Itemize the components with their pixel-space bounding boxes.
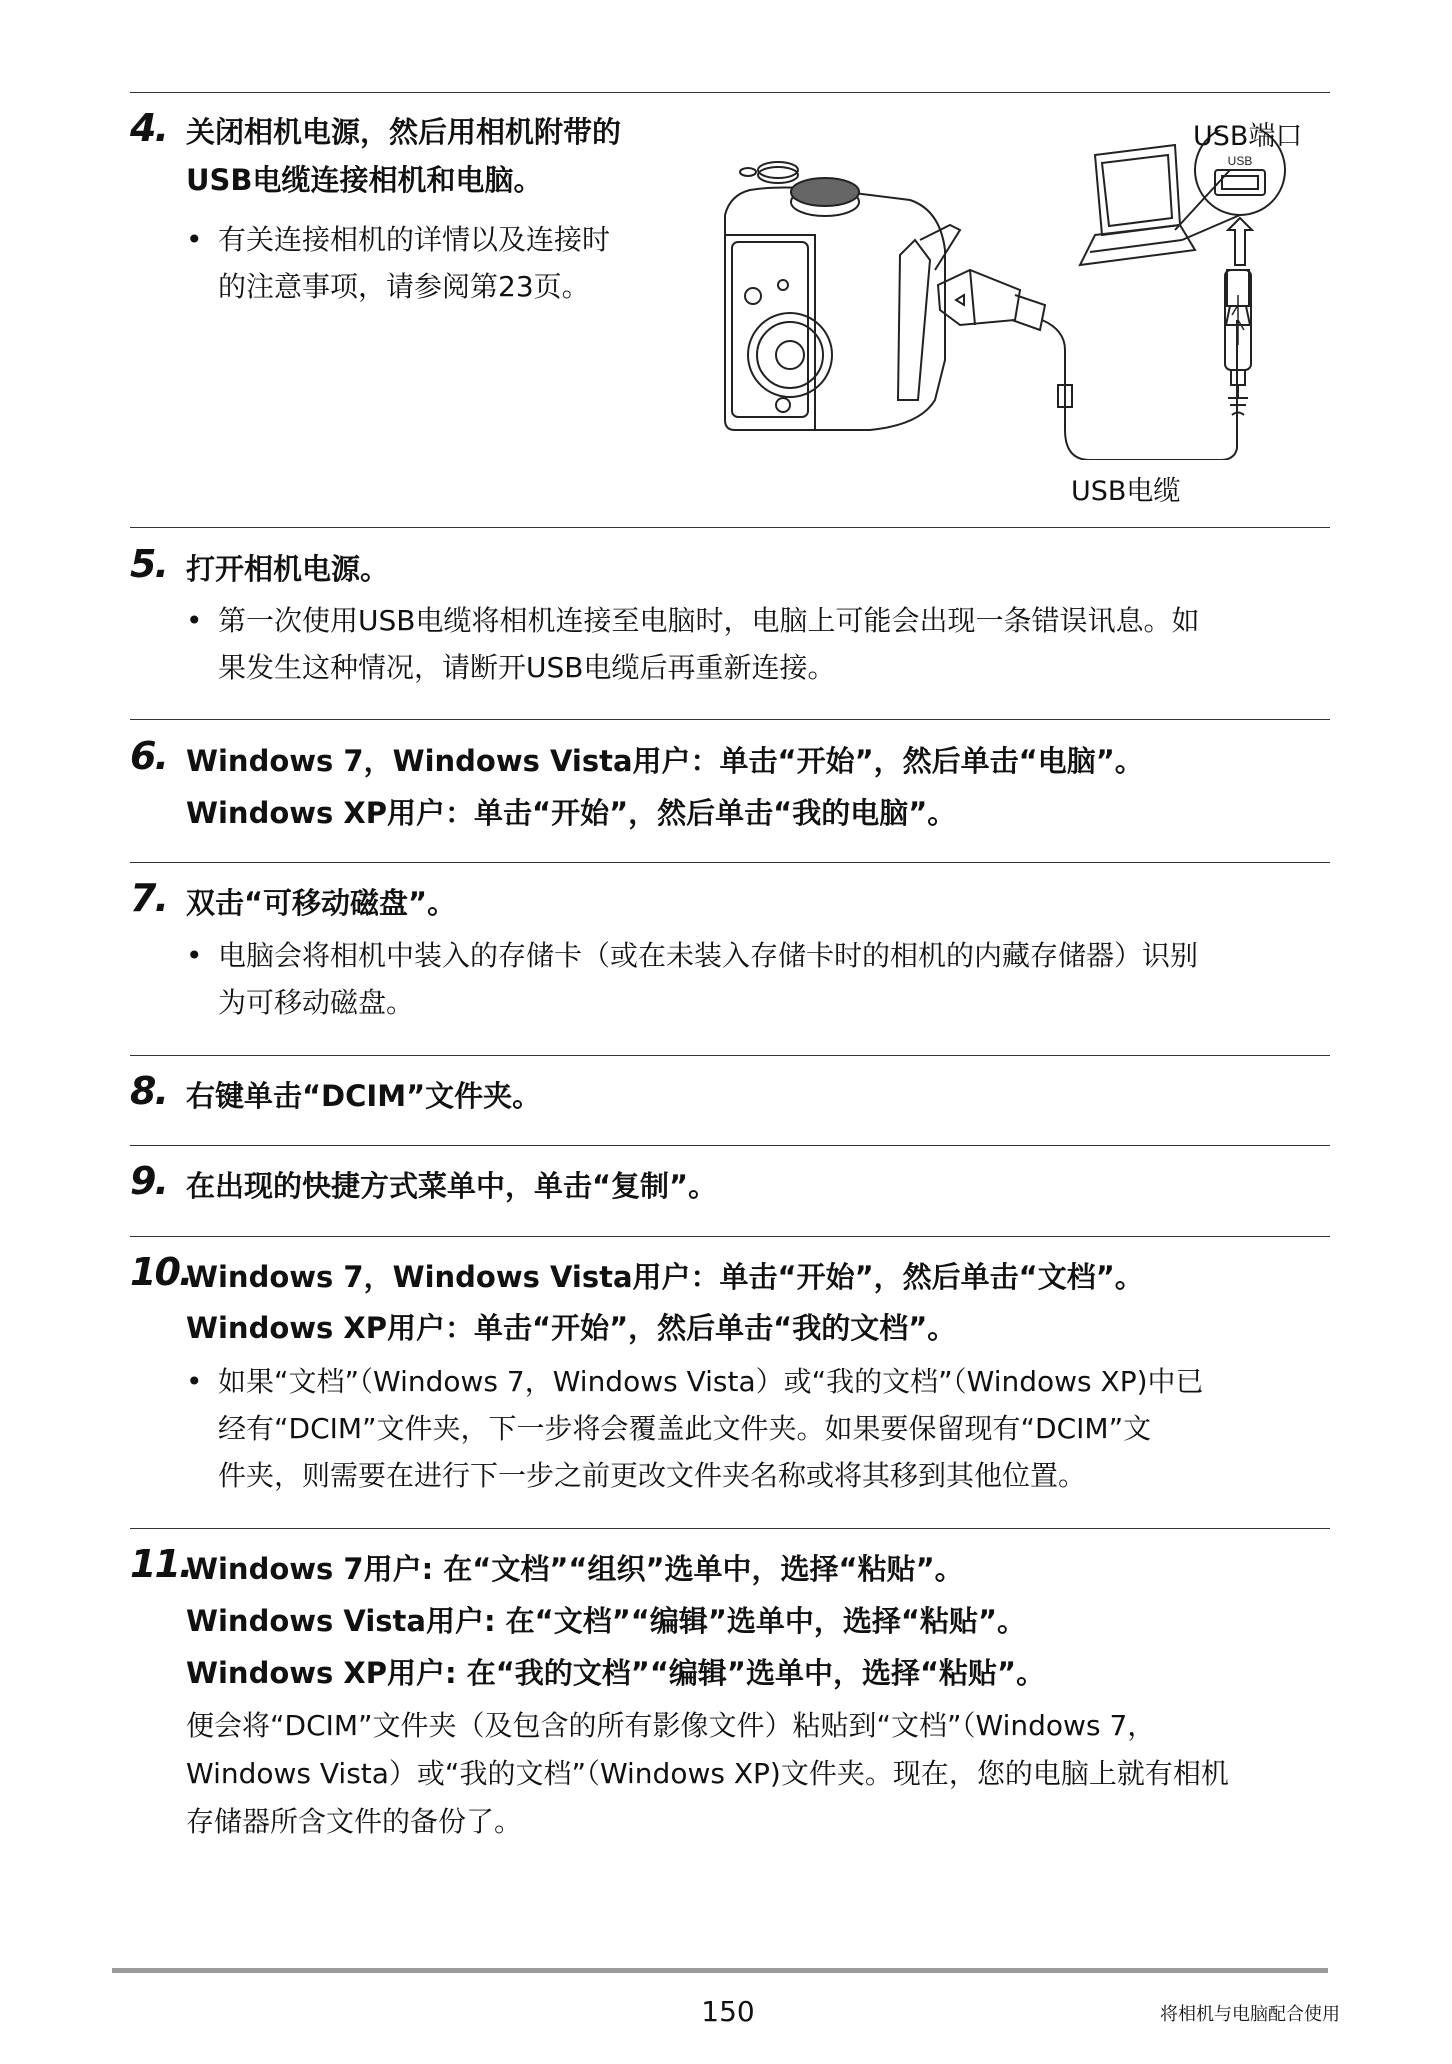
divider <box>130 862 1330 863</box>
step-number: 9. <box>130 1159 167 1203</box>
step-heading: Windows XP用户: 在“我的文档”“编辑”选单中，选择“粘贴”。 <box>186 1656 1046 1690</box>
divider <box>130 1236 1330 1237</box>
usb-port-icon-text: USB <box>1227 154 1253 168</box>
step-number: 10. <box>130 1250 192 1294</box>
step-heading: Windows 7，Windows Vista用户：单击“开始”，然后单击“文档”。 <box>186 1260 1144 1294</box>
usb-cable <box>1090 320 1237 460</box>
result-paragraph: 便会将“DCIM”文件夹（及包含的所有影像文件）粘贴到“文档”（Windows 7， Windows Vista）或“我的文档”（Windows XP)文件夹。现在，您的电脑上就有相机 存储器所含文件的备份了。 <box>186 1709 1229 1838</box>
step-heading: 关闭相机电源，然后用相机附带的 <box>186 115 622 149</box>
divider <box>130 1145 1330 1146</box>
step-heading: Windows 7用户: 在“文档”“组织”选单中，选择“粘贴”。 <box>186 1552 964 1586</box>
step-number: 11. <box>130 1542 192 1586</box>
divider <box>130 719 1330 720</box>
bullet: • <box>186 604 203 637</box>
divider <box>130 92 1330 93</box>
chapter-title: 将相机与电脑配合使用 <box>1160 2004 1340 2025</box>
step-heading: 右键单击“DCIM”文件夹。 <box>186 1079 542 1113</box>
step-heading: 双击“可移动磁盘”。 <box>186 886 457 920</box>
divider <box>130 1055 1330 1056</box>
page-number: 150 <box>701 1995 755 2028</box>
step-number: 7. <box>130 876 167 920</box>
usb-cable <box>1042 320 1090 460</box>
step-heading: USB电缆连接相机和电脑。 <box>186 163 543 197</box>
usb-cable-label: USB电缆 <box>1071 476 1181 507</box>
step-heading: 在出现的快捷方式菜单中，单击“复制”。 <box>186 1169 718 1203</box>
divider <box>130 1528 1330 1529</box>
laptop-icon <box>1080 145 1195 265</box>
footer-bar <box>112 1968 1328 1973</box>
camera-usb-illustration <box>720 130 1320 460</box>
step-heading: Windows XP用户：单击“开始”，然后单击“我的文档”。 <box>186 1311 957 1345</box>
usb-plug-icon <box>938 270 1045 330</box>
usb-port-label: USB端口 <box>1193 121 1303 152</box>
usb-trident-icon <box>1232 295 1244 345</box>
camera-icon <box>725 162 960 430</box>
step-heading: Windows XP用户：单击“开始”，然后单击“我的电脑”。 <box>186 796 957 830</box>
step-number: 6. <box>130 734 167 778</box>
step-heading: Windows 7，Windows Vista用户：单击“开始”，然后单击“电脑”。 <box>186 744 1144 778</box>
step-number: 4. <box>130 106 167 150</box>
step-heading: Windows Vista用户: 在“文档”“编辑”选单中，选择“粘贴”。 <box>186 1604 1027 1638</box>
step-number: 5. <box>130 542 167 586</box>
arrow-up-icon <box>1228 218 1252 265</box>
step-number: 8. <box>130 1069 167 1113</box>
bullet: • <box>186 939 203 972</box>
bullet: • <box>186 223 203 256</box>
step-heading: 打开相机电源。 <box>186 552 390 586</box>
divider <box>130 527 1330 528</box>
bullet: • <box>186 1365 203 1398</box>
